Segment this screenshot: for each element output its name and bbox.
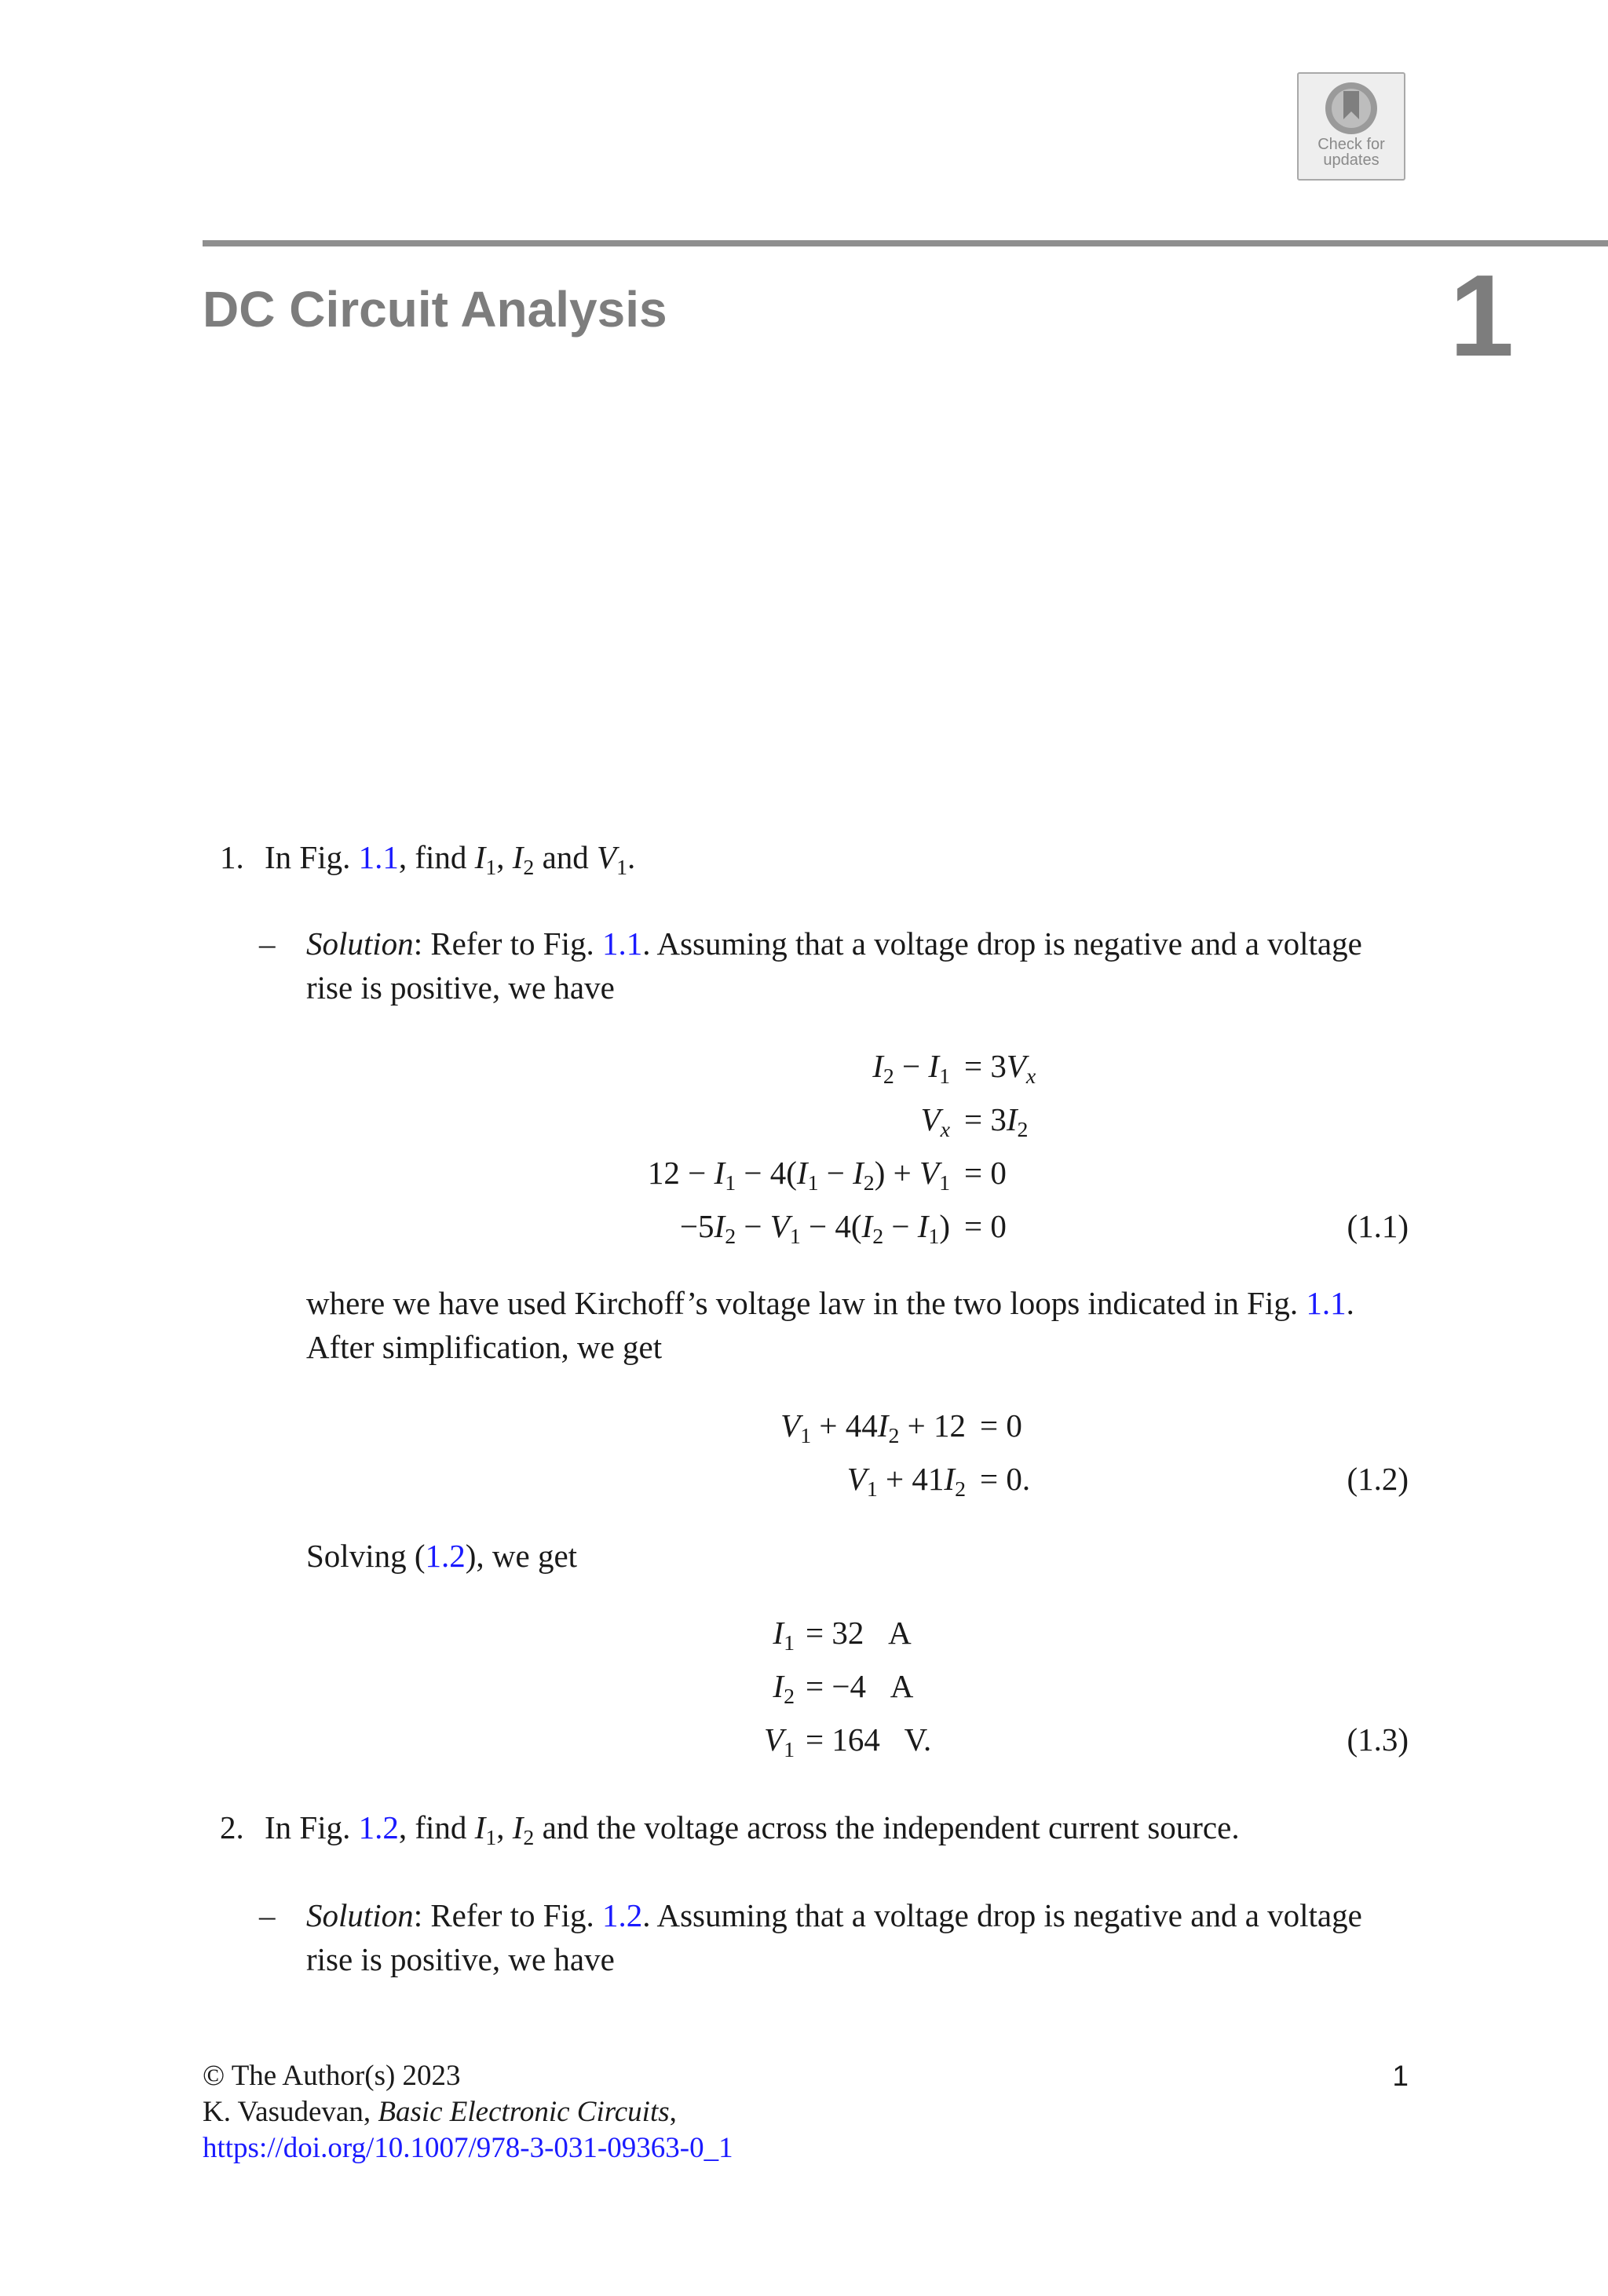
solution-1-dash: – <box>259 925 276 962</box>
eq-1-1-row-2-rhs: = $3I_2$ <box>964 1101 1029 1142</box>
bookmark-ribbon-icon <box>1320 80 1383 137</box>
problem-2-text-a: In Fig. <box>265 1809 359 1845</box>
footer-comma: , <box>669 2096 677 2128</box>
footer-citation <box>203 2094 677 2130</box>
solving-text-a: Solving ( <box>306 1538 426 1574</box>
eq-1-1-row-2-lhs: $V_x$ <box>920 1101 950 1142</box>
solution-2-dash: – <box>259 1897 276 1933</box>
problem-1-end: . <box>627 839 636 875</box>
eq-1-1-row-3-lhs: $12 - I_1 - 4(I_1 - I_2) + V_1$ <box>647 1155 950 1195</box>
fig-1-1-link[interactable]: 1.1 <box>358 839 399 875</box>
eq-1-2-row-2-lhs: $V_1 + 41I_2$ <box>846 1461 966 1502</box>
problem-2-text-b: , find <box>398 1809 475 1845</box>
solution-1-paragraph <box>306 922 1362 1009</box>
eq-1-3-row-2-rhs: = −4 A <box>806 1668 914 1704</box>
chapter-title: DC Circuit Analysis <box>203 281 667 338</box>
problem-2-statement: In Fig. 1.2, find $I_1$, $I_2$ and the voltage across the independent current source. <box>265 1809 1240 1850</box>
footer-doi-link[interactable]: https://doi.org/10.1007/978-3-031-09363-0_1 <box>203 2132 733 2164</box>
solution-1-line1-b: . Assuming that a voltage drop is negative and a voltage <box>642 925 1362 962</box>
problem-1-text-a: In Fig. <box>265 839 359 875</box>
fig-1-2-link[interactable]: 1.2 <box>358 1809 399 1845</box>
footer-copyright: © The Author(s) 2023 <box>203 2060 461 2092</box>
footer-author: K. Vasudevan, <box>203 2096 378 2128</box>
chapter-rule <box>203 240 1608 246</box>
problem-1-text-b: , find <box>398 839 475 875</box>
solution-1-fig-link[interactable]: 1.1 <box>601 925 643 962</box>
eq-number-1-1: (1.1) <box>1347 1208 1409 1244</box>
solving-line <box>306 1534 577 1578</box>
eq-1-3-row-1-rhs: = 32 A <box>806 1615 912 1651</box>
solution-2-fig-link[interactable]: 1.2 <box>601 1897 643 1933</box>
eq-1-3-row-3-rhs: = 164 V. <box>806 1721 932 1758</box>
solution-2-line1-b: . Assuming that a voltage drop is negative and a voltage <box>642 1897 1362 1933</box>
after-eq1-fig-link[interactable]: 1.1 <box>1306 1285 1347 1321</box>
solution-1-line1-a: : Refer to Fig. <box>413 925 602 962</box>
problem-1-number: 1. <box>220 839 244 875</box>
solution-2-line2: rise is positive, we have <box>306 1941 615 1977</box>
eq-1-2-row-1-rhs: = 0 <box>980 1407 1022 1444</box>
eq-1-3-row-2-lhs: $I_2$ <box>773 1668 795 1709</box>
solving-text-b: ), we get <box>465 1538 578 1574</box>
problem-2-number: 2. <box>220 1809 244 1845</box>
eq-1-3-row-3-lhs: $V_1$ <box>764 1721 795 1762</box>
check-for-updates-badge[interactable] <box>1297 72 1405 181</box>
chapter-number: 1 <box>1449 251 1515 381</box>
solution-2-label: Solution <box>306 1897 414 1933</box>
solution-2-line1-a: : Refer to Fig. <box>413 1897 602 1933</box>
problem-1-and: and <box>534 839 598 875</box>
problem-2-text-c: and the voltage across the independent current source. <box>534 1809 1240 1845</box>
eq-1-1-row-4-rhs: = 0 <box>964 1208 1007 1244</box>
solution-2-paragraph <box>306 1893 1362 1981</box>
badge-label-1: Check for <box>1317 136 1385 153</box>
problem-1-statement: In Fig. 1.1, find $I_1$, $I_2$ and $V_1$. <box>265 839 636 880</box>
eq-number-1-3: (1.3) <box>1347 1721 1409 1758</box>
solution-1-after-eq1 <box>306 1281 1354 1369</box>
after-eq1-line2: After simplification, we get <box>306 1329 663 1365</box>
eq-number-1-2: (1.2) <box>1347 1461 1409 1497</box>
eq-1-1-row-1-lhs: $I_2 - I_1$ <box>872 1048 950 1089</box>
solution-1-line2: rise is positive, we have <box>306 969 615 1006</box>
eq-1-1-row-4-lhs: $-5I_2 - V_1 - 4(I_2 - I_1)$ <box>679 1208 950 1249</box>
badge-label-2: updates <box>1323 151 1380 169</box>
eq-1-1-row-3-rhs: = 0 <box>964 1155 1007 1191</box>
solution-1-label: Solution <box>306 925 414 962</box>
after-eq1-text-b: . <box>1346 1285 1354 1321</box>
footer-book-title: Basic Electronic Circuits <box>378 2096 670 2128</box>
after-eq1-text-a: where we have used Kirchoff’s voltage law in the two loops indicated in Fig. <box>306 1285 1306 1321</box>
page-number: 1 <box>1392 2060 1409 2092</box>
eq-1-2-row-1-lhs: $V_1 + 44I_2 + 12$ <box>780 1407 966 1448</box>
eq-1-3-row-1-lhs: $I_1$ <box>773 1615 795 1655</box>
eq-1-1-row-1-rhs: = $3V_x$ <box>964 1048 1036 1089</box>
eq-1-2-row-2-rhs: = 0. <box>980 1461 1031 1497</box>
eq-1-2-ref-link[interactable]: 1.2 <box>425 1538 466 1574</box>
